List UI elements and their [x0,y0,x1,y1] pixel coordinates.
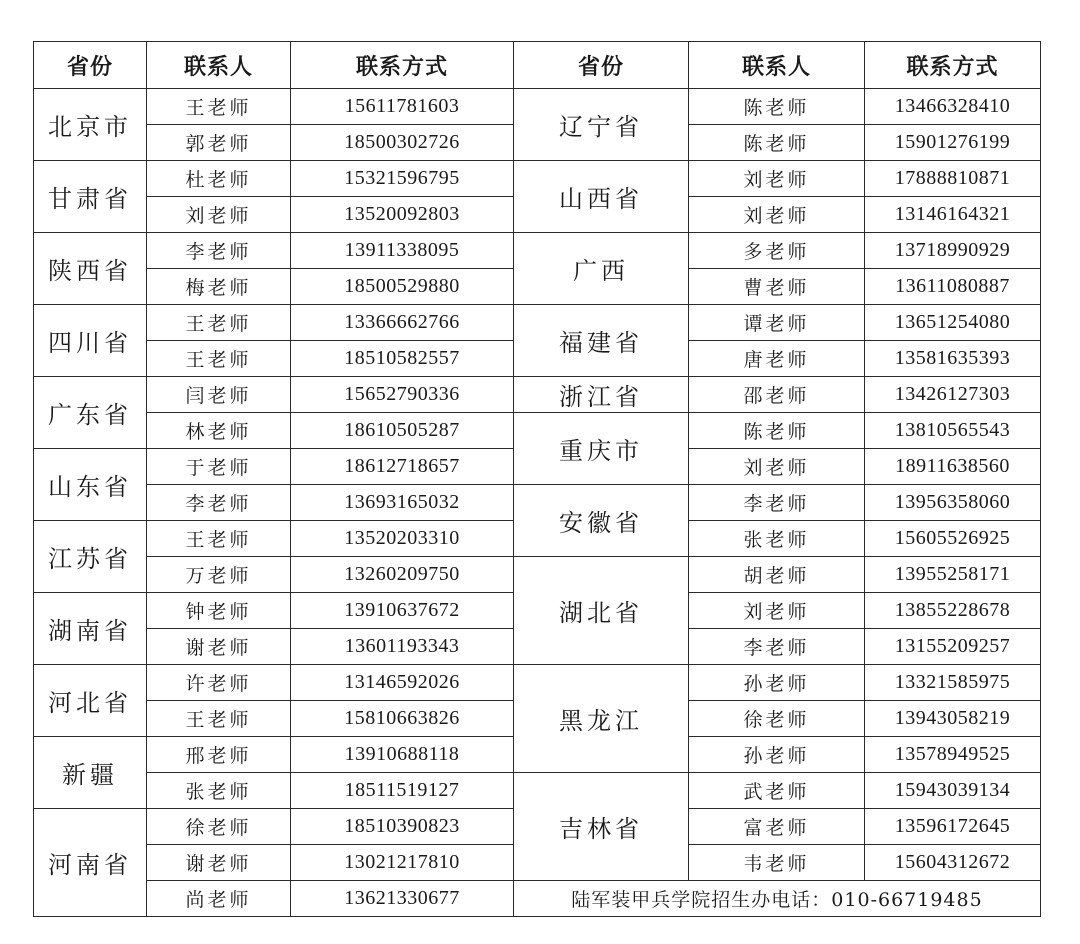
province-cell: 山东省 [34,449,147,521]
contact-phone: 13693165032 [291,485,514,521]
header-contact: 联系人 [147,42,291,89]
contact-name: 刘老师 [689,449,865,485]
contact-phone: 15810663826 [291,701,514,737]
contact-name: 孙老师 [689,737,865,773]
table-row [34,233,1041,269]
contact-name: 于老师 [147,449,291,485]
contact-phone: 15321596795 [291,161,514,197]
contact-name: 谢老师 [147,845,291,881]
contact-phone: 13578949525 [865,737,1041,773]
contact-name: 王老师 [147,701,291,737]
table-row [34,485,1041,521]
contact-name: 唐老师 [689,341,865,377]
province-cell: 辽宁省 [514,89,689,161]
contact-phone: 13810565543 [865,413,1041,449]
contact-phone: 13520203310 [291,521,514,557]
province-cell: 四川省 [34,305,147,377]
province-cell: 吉林省 [514,773,689,881]
province-cell: 江苏省 [34,521,147,593]
contact-name: 林老师 [147,413,291,449]
contact-name: 闫老师 [147,377,291,413]
contact-phone: 13611080887 [865,269,1041,305]
table-row [34,881,1041,917]
contact-name: 钟老师 [147,593,291,629]
contact-phone: 13911338095 [291,233,514,269]
contact-phone: 15652790336 [291,377,514,413]
contact-phone: 13021217810 [291,845,514,881]
contact-phone: 15901276199 [865,125,1041,161]
contact-name: 李老师 [147,233,291,269]
contact-name: 王老师 [147,341,291,377]
contact-name: 王老师 [147,89,291,125]
table-row [34,305,1041,341]
contact-phone: 13466328410 [865,89,1041,125]
contact-name: 陈老师 [689,413,865,449]
contact-phone: 13146592026 [291,665,514,701]
contact-phone: 13943058219 [865,701,1041,737]
table-row [34,89,1041,125]
contact-phone: 13596172645 [865,809,1041,845]
contact-phone: 13321585975 [865,665,1041,701]
contact-phone: 13956358060 [865,485,1041,521]
contact-name: 李老师 [689,629,865,665]
province-cell: 广东省 [34,377,147,449]
contact-phone: 13581635393 [865,341,1041,377]
contact-name: 武老师 [689,773,865,809]
contact-name: 谢老师 [147,629,291,665]
contact-name: 谭老师 [689,305,865,341]
contact-name: 张老师 [689,521,865,557]
contact-phone: 13146164321 [865,197,1041,233]
contact-name: 曹老师 [689,269,865,305]
table-row [34,773,1041,809]
header-phone: 联系方式 [865,42,1041,89]
contact-name: 李老师 [147,485,291,521]
header-phone: 联系方式 [291,42,514,89]
province-cell: 北京市 [34,89,147,161]
table-row [34,161,1041,197]
province-cell: 福建省 [514,305,689,377]
contact-phone: 15605526925 [865,521,1041,557]
header-province: 省份 [34,42,147,89]
contact-name: 李老师 [689,485,865,521]
contact-phone: 13651254080 [865,305,1041,341]
contact-name: 孙老师 [689,665,865,701]
contact-name: 刘老师 [689,161,865,197]
contact-name: 张老师 [147,773,291,809]
table-body [34,89,1041,917]
province-cell: 陕西省 [34,233,147,305]
contact-name: 刘老师 [689,197,865,233]
contact-phone: 18612718657 [291,449,514,485]
admissions-phone-note: 陆军装甲兵学院招生办电话：010-66719485 [514,881,1041,917]
contact-name: 尚老师 [147,881,291,917]
province-cell: 新疆 [34,737,147,809]
contact-phone: 17888810871 [865,161,1041,197]
contact-phone: 13366662766 [291,305,514,341]
contact-name: 郭老师 [147,125,291,161]
province-cell: 甘肃省 [34,161,147,233]
contact-phone: 15943039134 [865,773,1041,809]
contact-phone: 15611781603 [291,89,514,125]
contact-phone: 18911638560 [865,449,1041,485]
contact-phone: 18500302726 [291,125,514,161]
contact-phone: 18510582557 [291,341,514,377]
contact-name: 邢老师 [147,737,291,773]
contact-name: 徐老师 [147,809,291,845]
contact-phone: 13955258171 [865,557,1041,593]
contact-phone: 13910688118 [291,737,514,773]
table-row [34,665,1041,701]
province-cell: 浙江省 [514,377,689,413]
contact-phone: 13155209257 [865,629,1041,665]
contact-name: 许老师 [147,665,291,701]
contact-name: 王老师 [147,521,291,557]
contact-name: 陈老师 [689,125,865,161]
contact-phone: 13426127303 [865,377,1041,413]
contact-phone: 18511519127 [291,773,514,809]
header-province: 省份 [514,42,689,89]
contact-phone: 18500529880 [291,269,514,305]
contact-phone: 13601193343 [291,629,514,665]
contact-name: 刘老师 [147,197,291,233]
table-row [34,377,1041,413]
contact-name: 万老师 [147,557,291,593]
province-cell: 河北省 [34,665,147,737]
province-cell: 安徽省 [514,485,689,557]
contact-phone: 13855228678 [865,593,1041,629]
contact-name: 刘老师 [689,593,865,629]
contact-table [33,41,1041,917]
table-row [34,413,1041,449]
contact-phone: 13718990929 [865,233,1041,269]
contact-name: 王老师 [147,305,291,341]
province-cell: 河南省 [34,809,147,917]
contact-phone: 18510390823 [291,809,514,845]
contact-phone: 18610505287 [291,413,514,449]
contact-phone: 13260209750 [291,557,514,593]
contact-name: 富老师 [689,809,865,845]
contact-name: 韦老师 [689,845,865,881]
table-row [34,557,1041,593]
header-row [34,42,1041,89]
contact-name: 杜老师 [147,161,291,197]
province-cell: 湖南省 [34,593,147,665]
contact-name: 胡老师 [689,557,865,593]
header-contact: 联系人 [689,42,865,89]
contact-name: 邵老师 [689,377,865,413]
contact-name: 多老师 [689,233,865,269]
contact-phone: 15604312672 [865,845,1041,881]
contact-phone: 13520092803 [291,197,514,233]
province-cell: 广西 [514,233,689,305]
province-cell: 重庆市 [514,413,689,485]
contact-phone: 13910637672 [291,593,514,629]
contact-name: 陈老师 [689,89,865,125]
province-cell: 湖北省 [514,557,689,665]
contact-name: 徐老师 [689,701,865,737]
contact-name: 梅老师 [147,269,291,305]
province-cell: 黑龙江 [514,665,689,773]
contact-phone: 13621330677 [291,881,514,917]
province-cell: 山西省 [514,161,689,233]
